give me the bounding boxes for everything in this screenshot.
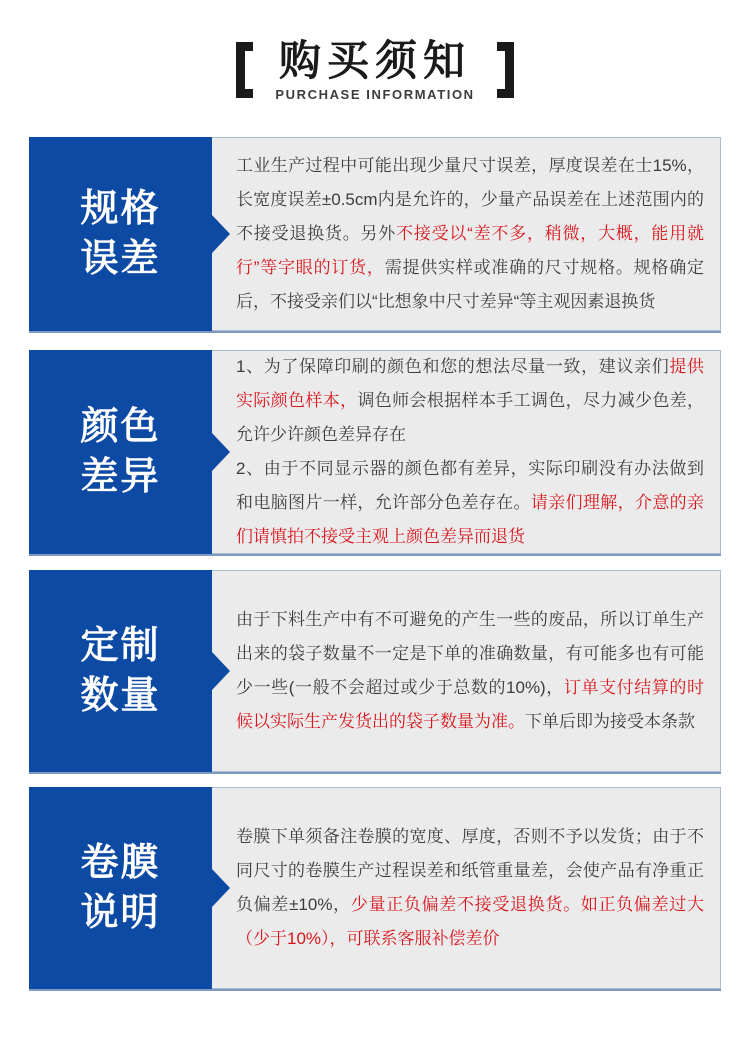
section-paragraph <box>236 603 704 739</box>
highlight-text: 少量正负偏差不接受退换货。如正负偏差过大（少于10%），可联系客服补偿差价 <box>236 895 705 948</box>
body-text: 卷膜下单须备注卷膜的宽度、厚度，否则不予以发货；由于不同尺寸的卷膜生产过程误差和纸管重量差，会使产品有净重正负偏差±10%， <box>236 827 704 914</box>
body-text: 工业生产过程中可能出现少量尺寸误差，厚度误差在士15%，长宽度误差±0.5cm内是允许的，少量产品误差在上述范围内的不接受退换货。另外 <box>236 156 704 243</box>
section-content <box>212 787 721 989</box>
info-section-color-difference <box>29 350 721 554</box>
body-text: 由于下料生产中有不可避免的产生一些的废品，所以订单生产出来的袋子数量不一定是下单的准确数量，有可能多也有可能少一些(一般不会超过或少于总数的10%)， <box>236 610 704 697</box>
body-text: 需提供实样或准确的尺寸规格。规格确定后，不接受亲们以“比想象中尺寸差异“等主观因素退换货 <box>236 258 704 311</box>
section-paragraph <box>236 452 704 554</box>
section-label-line: 数量 <box>80 675 161 717</box>
arrow-right-icon <box>212 652 230 690</box>
section-label-line: 颜色 <box>80 406 161 448</box>
highlight-text: 提供实际颜色样本， <box>236 357 704 410</box>
body-text: 1、为了保障印刷的颜色和您的想法尽量一致，建议亲们 <box>236 357 670 376</box>
section-content <box>212 350 721 554</box>
section-label-line: 说明 <box>80 892 161 934</box>
arrow-right-icon <box>212 215 230 253</box>
highlight-text: 不接受以“差不多，稍微，大概，能用就行”等字眼的订货， <box>236 224 704 277</box>
page-subtitle: PURCHASE INFORMATION <box>275 87 475 103</box>
section-label-line: 差异 <box>80 456 161 498</box>
arrow-right-icon <box>212 433 230 471</box>
section-label-text <box>80 184 160 284</box>
sections-list <box>0 137 750 989</box>
body-text: 调色师会根据样本手工调色，尽力减少色差，允许少许颜色差异存在 <box>236 391 705 444</box>
right-bracket-icon <box>497 42 514 98</box>
section-content <box>212 570 721 772</box>
section-label-line: 误差 <box>80 238 161 280</box>
section-paragraph <box>236 149 704 319</box>
section-label-roll-film-note <box>29 787 212 989</box>
section-label-custom-quantity <box>29 570 212 772</box>
section-paragraph <box>236 350 704 452</box>
info-section-roll-film-note <box>29 787 721 989</box>
header-title-group <box>275 38 474 102</box>
arrow-right-icon <box>212 869 230 907</box>
section-label-line: 卷膜 <box>80 842 161 884</box>
section-label-line: 定制 <box>80 625 161 667</box>
left-bracket-icon <box>236 42 253 98</box>
page-title: 购买须知 <box>278 36 471 84</box>
section-label-text <box>80 621 160 721</box>
body-text: 下单后即为接受本条款 <box>525 712 695 731</box>
section-label-text <box>80 402 160 502</box>
highlight-text: 订单支付结算的时候以实际生产发货出的袋子数量为准。 <box>236 678 704 731</box>
section-label-line: 规格 <box>80 188 161 230</box>
highlight-text: 请亲们理解，介意的亲们请慎拍不接受主观上颜色差异而退货 <box>236 493 705 546</box>
info-section-custom-quantity <box>29 570 721 772</box>
section-content <box>212 137 721 331</box>
body-text: 2、由于不同显示器的颜色都有差异，实际印刷没有办法做到和电脑图片一样，允许部分色差存在。 <box>236 459 704 512</box>
section-paragraph <box>236 820 704 956</box>
info-section-spec-tolerance <box>29 137 721 331</box>
section-label-spec-tolerance <box>29 137 212 331</box>
section-label-color-difference <box>29 350 212 554</box>
section-label-text <box>80 838 160 938</box>
page-header <box>0 34 750 106</box>
